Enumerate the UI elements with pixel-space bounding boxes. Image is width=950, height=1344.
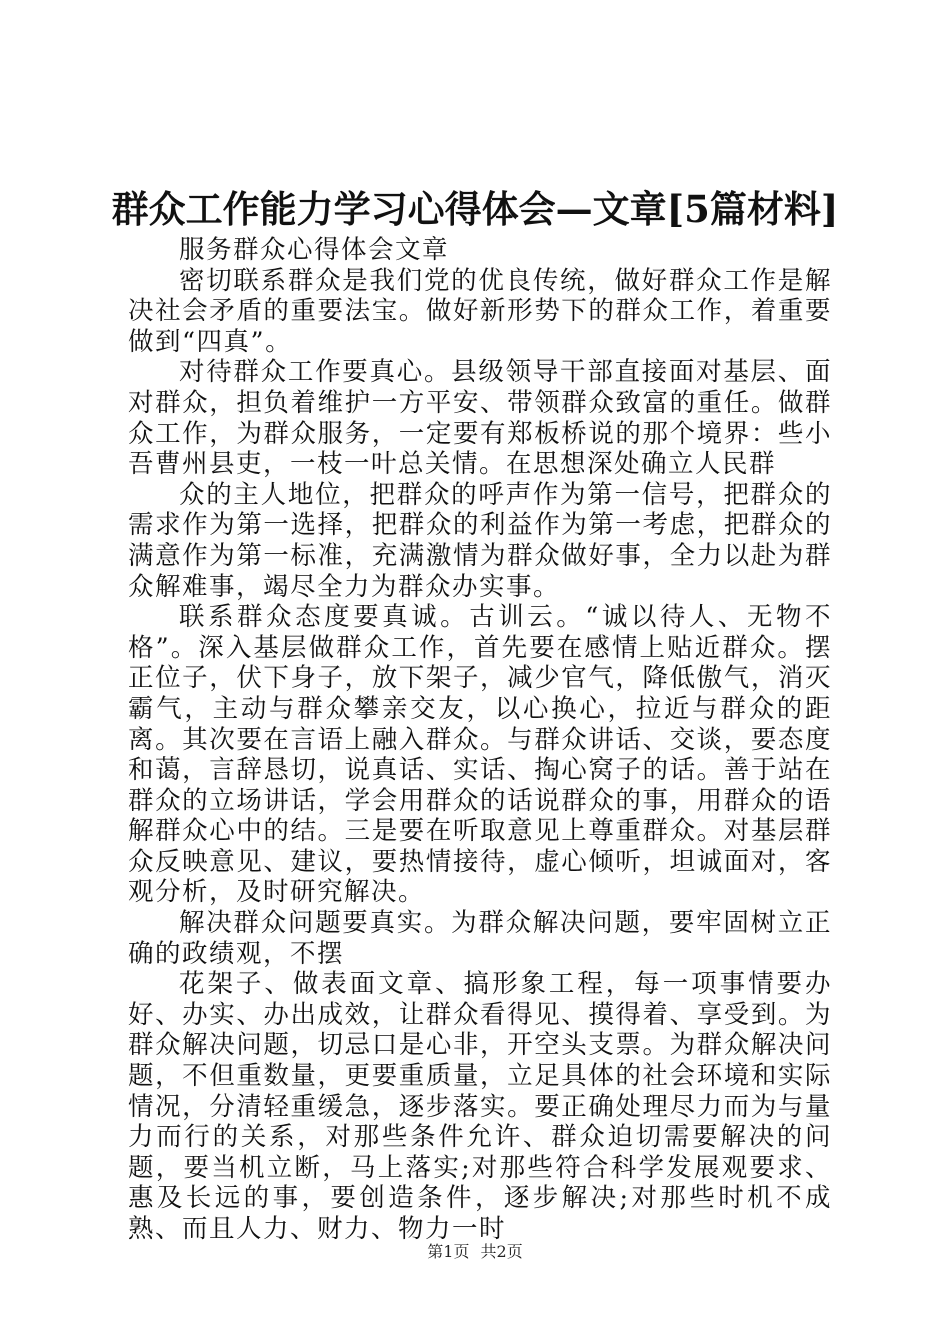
paragraph-2: 对待群众工作要真心。县级领导干部直接面对基层、面对群众，担负着维护一方平安、带领群众致富的重任。做群众工作，为群众服务，一定要有郑板桥说的那个境界：些小吾曹州县吏，一枝一叶总关情。在思想深处确立人民群 xyxy=(128,357,832,480)
document-body xyxy=(128,235,832,1245)
page-number-current: 第1页 xyxy=(427,1242,470,1261)
paragraph-6: 花架子、做表面文章、搞形象工程，每一项事情要办好、办实、办出成效，让群众看得见、摸得着、享受到。为群众解决问题，切忌口是心非，开空头支票。为群众解决问题，不但重数量，更要重质量，立足具体的社会环境和实际情况，分清轻重缓急，逐步落实。要正确处理尽力而为与量力而行的关系，对那些条件允许、群众迫切需要解决的问题，要当机立断，马上落实;对那些符合科学发展观要求、惠及长远的事，要创造条件，逐步解决;对那些时机不成熟、而且人力、财力、物力一时 xyxy=(128,969,832,1244)
document-subtitle: 服务群众心得体会文章 xyxy=(179,235,450,265)
paragraph-4: 联系群众态度要真诚。古训云。“诚以待人、无物不格”。深入基层做群众工作，首先要在感情上贴近群众。摆正位子，伏下身子，放下架子，减少官气，降低傲气，消灭霸气，主动与群众攀亲交友，以心换心，拉近与群众的距离。其次要在言语上融入群众。与群众讲话、交谈，要态度和蔼，言辞恳切，说真话、实话、掏心窝子的话。善于站在群众的立场讲话，学会用群众的话说群众的事，用群众的语解群众心中的结。三是要在听取意见上尊重群众。对基层群众反映意见、建议，要热情接待，虚心倾听，坦诚面对，客观分析，及时研究解决。 xyxy=(128,602,832,908)
paragraph-5: 解决群众问题要真实。为群众解决问题，要牢固树立正确的政绩观，不摆 xyxy=(128,908,832,969)
document-title: 群众工作能力学习心得体会—文章[5篇材料] xyxy=(111,187,839,231)
page-footer xyxy=(0,1240,950,1264)
paragraph-1: 密切联系群众是我们党的优良传统，做好群众工作是解决社会矛盾的重要法宝。做好新形势下的群众工作，着重要做到“四真”。 xyxy=(128,265,832,357)
paragraph-3: 众的主人地位，把群众的呼声作为第一信号，把群众的需求作为第一选择，把群众的利益作为第一考虑，把群众的满意作为第一标准，充满激情为群众做好事，全力以赴为群众解难事，竭尽全力为群众办实事。 xyxy=(128,479,832,602)
page-number-total: 共2页 xyxy=(480,1242,523,1261)
